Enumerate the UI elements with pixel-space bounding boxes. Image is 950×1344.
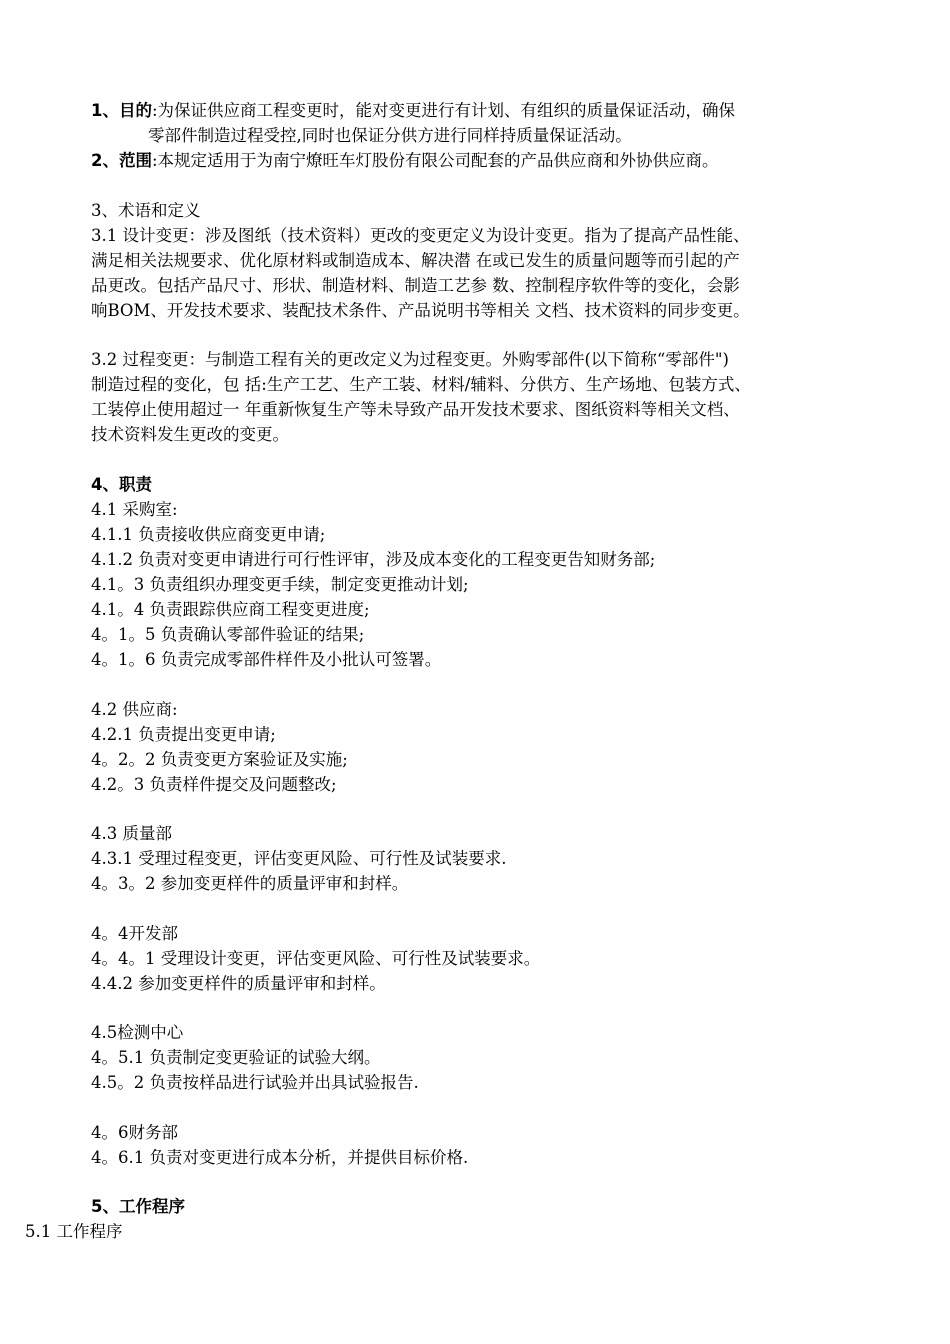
responsibility-item: 4。5.1 负责制定变更验证的试验大纲。 [91,1048,381,1067]
responsibility-item: 4。4开发部 [91,924,178,943]
purpose-paragraph [91,100,735,122]
process-change-line: 制造过程的变化，包 括:生产工艺、生产工装、材料/辅料、分供方、生产场地、包装方式、 [91,375,751,394]
scope-text: :本规定适用于为南宁燎旺车灯股份有限公司配套的产品供应商和外协供应商。 [151,151,719,170]
scope-label: 2、范围 [91,151,152,170]
responsibility-item: 4。4。1 受理设计变更，评估变更风险、可行性及试装要求。 [91,949,541,968]
responsibility-item: 4.1。3 负责组织办理变更手续，制定变更推动计划; [91,575,469,594]
responsibilities-heading: 4、职责 [91,475,152,494]
design-change-line: 响BOM、开发技术要求、装配技术条件、产品说明书等相关 文档、技术资料的同步变更。 [91,301,750,320]
responsibility-item: 4.4.2 参加变更样件的质量评审和封样。 [91,974,386,993]
responsibility-item: 4.1.2 负责对变更申请进行可行性评审，涉及成本变化的工程变更告知财务部; [91,550,656,569]
responsibility-item: 4。1。6 负责完成零部件样件及小批认可签署。 [91,650,442,669]
responsibility-item: 4.3.1 受理过程变更，评估变更风险、可行性及试装要求. [91,849,507,868]
responsibility-item: 4.1。4 负责跟踪供应商工程变更进度; [91,600,370,619]
scope-paragraph [91,150,719,172]
responsibility-item: 4.3 质量部 [91,824,172,843]
responsibility-item: 4.5检测中心 [91,1023,184,1042]
design-change-line: 品更改。包括产品尺寸、形状、制造材料、制造工艺参 数、控制程序软件等的变化，会影 [91,276,740,295]
responsibility-item: 4.2。3 负责样件提交及问题整改; [91,775,337,794]
procedure-heading: 5、工作程序 [91,1197,185,1216]
design-change-line: 满足相关法规要求、优化原材料或制造成本、解决潜 在或已发生的质量问题等而引起的产 [91,251,740,270]
process-change-line: 3.2 过程变更：与制造工程有关的更改定义为过程变更。外购零部件(以下简称“零部件") [91,350,729,369]
responsibility-item: 4.2.1 负责提出变更申请; [91,725,276,744]
responsibility-item: 4。2。2 负责变更方案验证及实施; [91,750,348,769]
procedure-subheading: 5.1 工作程序 [25,1222,123,1241]
responsibility-item: 4。6财务部 [91,1123,178,1142]
responsibility-item: 4.2 供应商: [91,700,178,719]
purpose-label: 1、目的 [91,101,152,120]
responsibility-item: 4.5。2 负责按样品进行试验并出具试验报告. [91,1073,419,1092]
process-change-line: 技术资料发生更改的变更。 [91,425,289,444]
responsibility-item: 4.1.1 负责接收供应商变更申请; [91,525,326,544]
purpose-text-line1: :为保证供应商工程变更时，能对变更进行有计划、有组织的质量保证活动，确保 [151,101,736,120]
design-change-line: 3.1 设计变更：涉及图纸（技术资料）更改的变更定义为设计变更。指为了提高产品性能、 [91,226,750,245]
responsibility-item: 4。3。2 参加变更样件的质量评审和封样。 [91,874,409,893]
process-change-line: 工装停止使用超过一 年重新恢复生产等未导致产品开发技术要求、图纸资料等相关文档、 [91,400,740,419]
responsibility-item: 4。1。5 负责确认零部件验证的结果; [91,625,365,644]
purpose-text-line2: 零部件制造过程受控,同时也保证分供方进行同样持质量保证活动。 [148,126,632,145]
responsibility-item: 4.1 采购室: [91,500,178,519]
terms-heading: 3、术语和定义 [91,201,201,220]
responsibility-item: 4。6.1 负责对变更进行成本分析，并提供目标价格. [91,1148,469,1167]
